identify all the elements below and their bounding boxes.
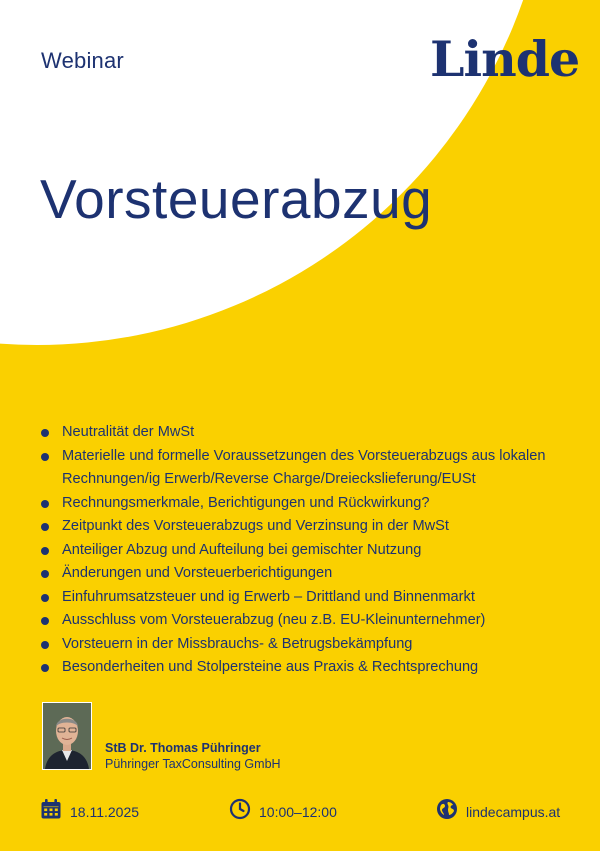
list-item: [41, 562, 571, 586]
calendar-icon: [40, 798, 62, 825]
topic-text: Vorsteuern in der Missbrauchs- & Betrugsbekämpfung: [62, 635, 413, 652]
time-text: 10:00–12:00: [259, 803, 337, 820]
list-item: [41, 539, 571, 563]
bullet-icon: [41, 641, 49, 649]
bullet-icon: [41, 453, 49, 461]
bullet-icon: [41, 570, 49, 578]
speaker-photo: [42, 702, 92, 770]
bullet-icon: [41, 500, 49, 508]
bullet-icon: [41, 523, 49, 531]
event-date: [40, 798, 139, 825]
topic-text: Neutralität der MwSt: [62, 424, 195, 440]
event-time: [229, 798, 337, 825]
list-item: [41, 633, 571, 657]
topic-list: [41, 421, 571, 680]
list-item: [41, 656, 571, 680]
topic-text: Änderungen und Vorsteuerberichtigungen: [62, 565, 333, 581]
topic-text: Rechnungsmerkmale, Berichtigungen und Rückwirkung?: [62, 494, 430, 511]
bullet-icon: [41, 664, 49, 672]
bullet-icon: [41, 429, 49, 437]
bullet-icon: [41, 594, 49, 602]
list-item: [41, 609, 571, 633]
website-text[interactable]: lindecampus.at: [466, 803, 561, 820]
topic-text: Einfuhrumsatzsteuer und ig Erwerb – Drittland und Binnenmarkt: [62, 588, 475, 605]
list-item: [41, 492, 571, 516]
clock-icon: [229, 798, 251, 825]
topic-text: Besonderheiten und Stolpersteine aus Praxis & Rechtsprechung: [62, 659, 479, 675]
globe-icon: [436, 798, 458, 825]
speaker-name: StB Dr. Thomas Pühringer: [105, 741, 261, 755]
bullet-icon: [41, 547, 49, 555]
list-item: [41, 421, 571, 445]
topic-text: Ausschluss vom Vorsteuerabzug (neu z.B. EU-Kleinunternehmer): [62, 612, 486, 628]
list-item: [41, 445, 571, 492]
topic-text: Anteiliger Abzug und Aufteilung bei gemischter Nutzung: [62, 541, 422, 558]
page-title: Vorsteuerabzug: [40, 168, 433, 230]
linde-logo[interactable]: Linde: [430, 30, 580, 88]
website-link[interactable]: [436, 798, 560, 825]
date-text: 18.11.2025: [70, 803, 140, 820]
webinar-label: Webinar: [41, 48, 124, 73]
bullet-icon: [41, 617, 49, 625]
list-item: [41, 515, 571, 539]
topic-text: Materielle und formelle Voraussetzungen des Vorsteuerabzugs aus lokalen Rechnungen/ig Erwerb/Reverse Charge/Dreieckslieferung/EUSt: [62, 447, 546, 487]
speaker-company: Pühringer TaxConsulting GmbH: [105, 757, 281, 771]
list-item: [41, 586, 571, 610]
topic-text: Zeitpunkt des Vorsteuerabzugs und Verzinsung in der MwSt: [62, 518, 449, 534]
